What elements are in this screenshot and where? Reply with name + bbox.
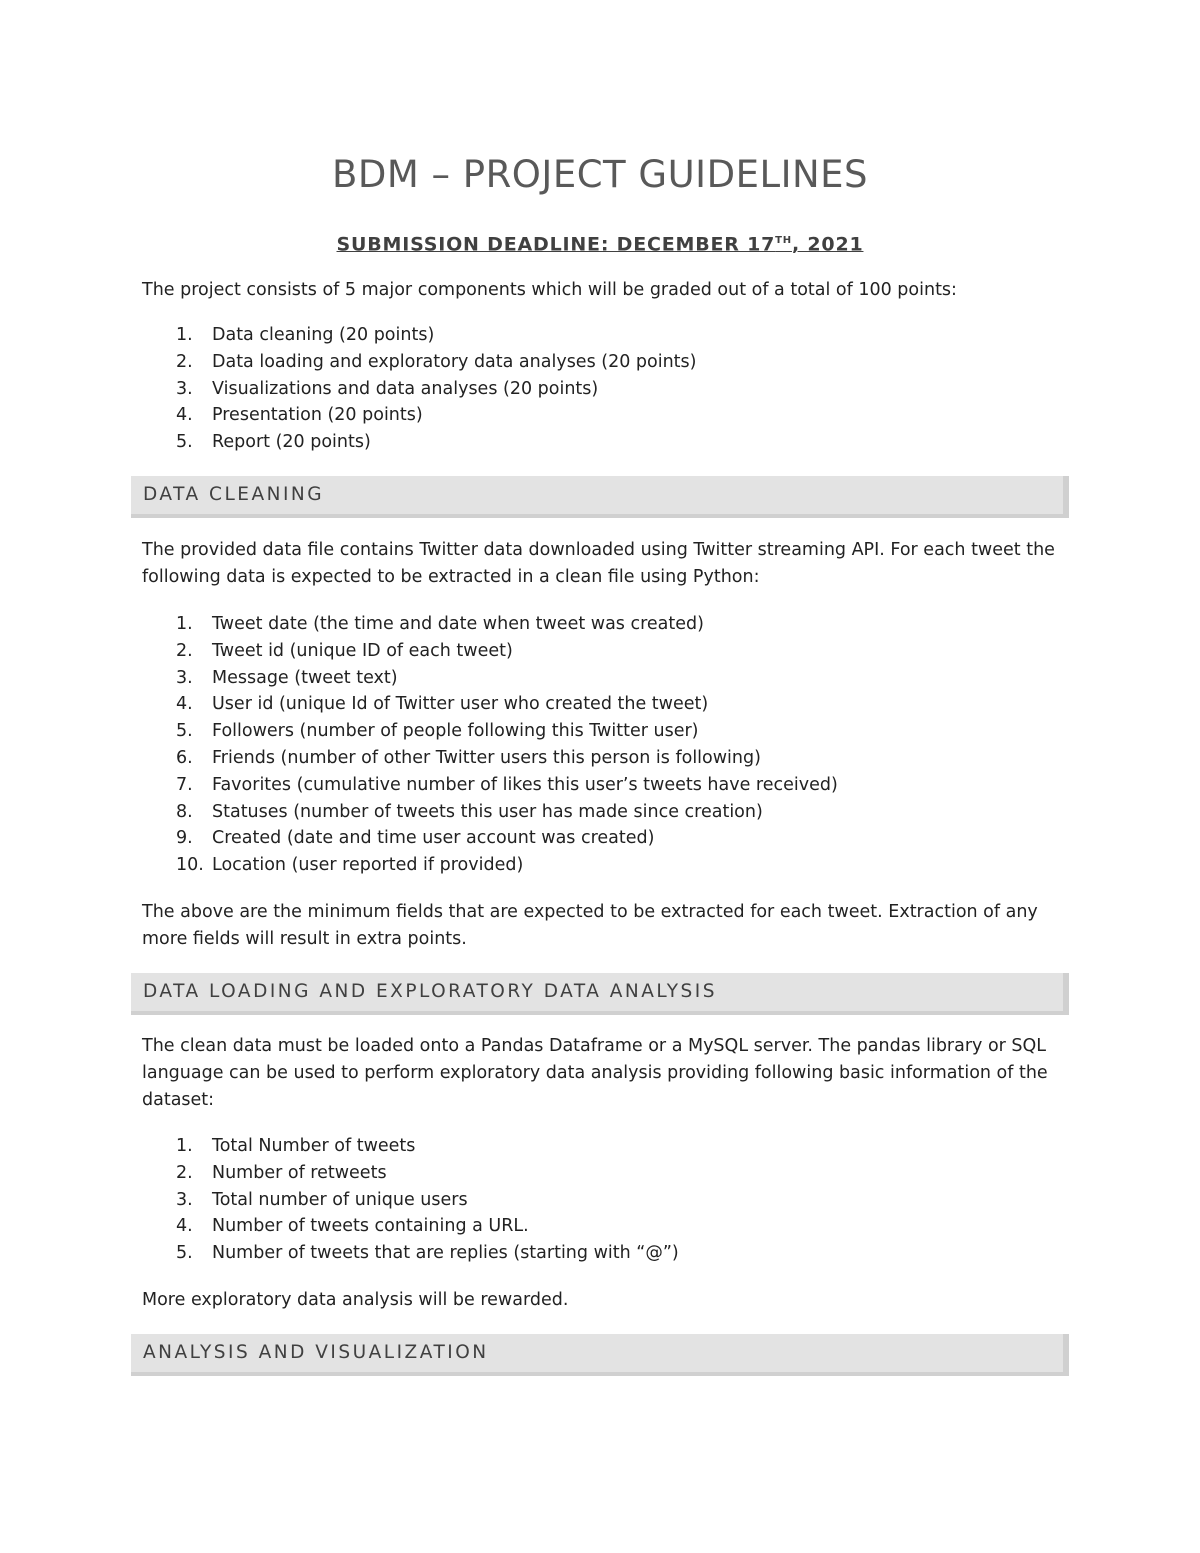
list-number: 6. — [176, 747, 193, 768]
list-item — [142, 665, 1072, 692]
list-text: Visualizations and data analyses (20 points) — [212, 378, 599, 399]
list-text: Presentation (20 points) — [212, 405, 423, 426]
list-text: Data cleaning (20 points) — [212, 325, 435, 345]
deadline-text: SUBMISSION DEADLINE: DECEMBER 17 — [336, 233, 776, 256]
list-item — [142, 799, 1072, 826]
list-number: 5. — [176, 432, 193, 453]
list-number: 1. — [176, 614, 193, 634]
list-item — [142, 745, 1072, 772]
list-text: Data loading and exploratory data analyses (20 points) — [212, 351, 697, 372]
list-item — [142, 1240, 1072, 1267]
list-text: Followers (number of people following this Twitter user) — [212, 721, 699, 742]
list-text: Created (date and time user account was created) — [212, 828, 655, 849]
list-text: Number of tweets containing a URL. — [212, 1216, 529, 1237]
list-text: Total number of unique users — [212, 1189, 468, 1210]
list-number: 3. — [176, 378, 193, 399]
list-number: 9. — [176, 828, 193, 849]
loading-outro-paragraph: More exploratory data analysis will be rewarded. — [142, 1290, 569, 1310]
list-item — [142, 429, 1072, 456]
list-text: Number of retweets — [212, 1162, 387, 1183]
list-text: Message (tweet text) — [212, 667, 398, 688]
list-item — [142, 825, 1072, 852]
document-title: BDM – PROJECT GUIDELINES — [331, 153, 869, 196]
list-item — [142, 852, 1072, 879]
list-number: 2. — [176, 351, 193, 372]
list-number: 4. — [176, 694, 193, 715]
intro-paragraph: The project consists of 5 major components which will be graded out of a total of 100 points: — [142, 280, 957, 300]
cleaning-intro-paragraph: The provided data file contains Twitter data downloaded using Twitter streaming API. For each tweet the following data is expected to be extracted in a clean file using Python: — [142, 540, 1055, 587]
list-item — [142, 691, 1072, 718]
list-item — [142, 322, 1072, 349]
list-number: 8. — [176, 801, 193, 822]
list-text: Location (user reported if provided) — [212, 855, 524, 876]
list-number: 5. — [176, 1243, 193, 1264]
section-heading-text: DATA CLEANING — [143, 484, 325, 505]
list-item — [142, 772, 1072, 799]
list-item — [142, 349, 1072, 376]
list-number: 1. — [176, 325, 193, 345]
list-item — [142, 1160, 1072, 1187]
submission-deadline — [0, 226, 1200, 259]
list-item — [142, 638, 1072, 665]
list-text: Favorites (cumulative number of likes this user’s tweets have received) — [212, 774, 838, 795]
list-item — [142, 1213, 1072, 1240]
list-number: 5. — [176, 721, 193, 742]
list-number: 2. — [176, 640, 193, 661]
list-text: Total Number of tweets — [212, 1136, 416, 1156]
list-number: 7. — [176, 774, 193, 795]
loading-intro-paragraph: The clean data must be loaded onto a Pandas Dataframe or a MySQL server. The pandas library or SQL language can be used to perform exploratory data analysis providing following basic information of the dataset: — [142, 1036, 1048, 1110]
list-number: 1. — [176, 1136, 193, 1156]
section-heading-text: ANALYSIS AND VISUALIZATION — [143, 1342, 489, 1363]
list-item — [142, 611, 1072, 638]
list-text: Tweet id (unique ID of each tweet) — [212, 640, 513, 661]
list-text: Number of tweets that are replies (starting with “@”) — [212, 1243, 679, 1264]
list-item — [142, 718, 1072, 745]
cleaning-fields-list — [142, 611, 1072, 879]
list-text: Statuses (number of tweets this user has made since creation) — [212, 801, 763, 822]
section-heading-analysis-visualization — [131, 1334, 1069, 1376]
list-text: Friends (number of other Twitter users this person is following) — [212, 747, 761, 768]
list-text: Tweet date (the time and date when tweet was created) — [212, 614, 704, 634]
list-item — [142, 1187, 1072, 1214]
list-text: User id (unique Id of Twitter user who created the tweet) — [212, 694, 709, 715]
list-number: 3. — [176, 1189, 193, 1210]
section-heading-text: DATA LOADING AND EXPLORATORY DATA ANALYSIS — [143, 981, 718, 1002]
section-heading-data-cleaning — [131, 476, 1069, 518]
list-number: 3. — [176, 667, 193, 688]
list-item — [142, 1133, 1072, 1160]
components-list — [142, 322, 1072, 456]
list-text: Report (20 points) — [212, 432, 371, 453]
cleaning-outro-paragraph: The above are the minimum fields that are expected to be extracted for each tweet. Extraction of any more fields will result in extra points. — [142, 902, 1038, 949]
list-item — [142, 402, 1072, 429]
deadline-superscript: TH — [775, 235, 792, 246]
list-number: 4. — [176, 405, 193, 426]
loading-analysis-list — [142, 1133, 1072, 1267]
list-number: 2. — [176, 1162, 193, 1183]
list-number: 4. — [176, 1216, 193, 1237]
section-heading-data-loading — [131, 973, 1069, 1015]
deadline-year: , 2021 — [791, 233, 864, 256]
list-item — [142, 376, 1072, 403]
list-number: 10. — [176, 855, 204, 876]
